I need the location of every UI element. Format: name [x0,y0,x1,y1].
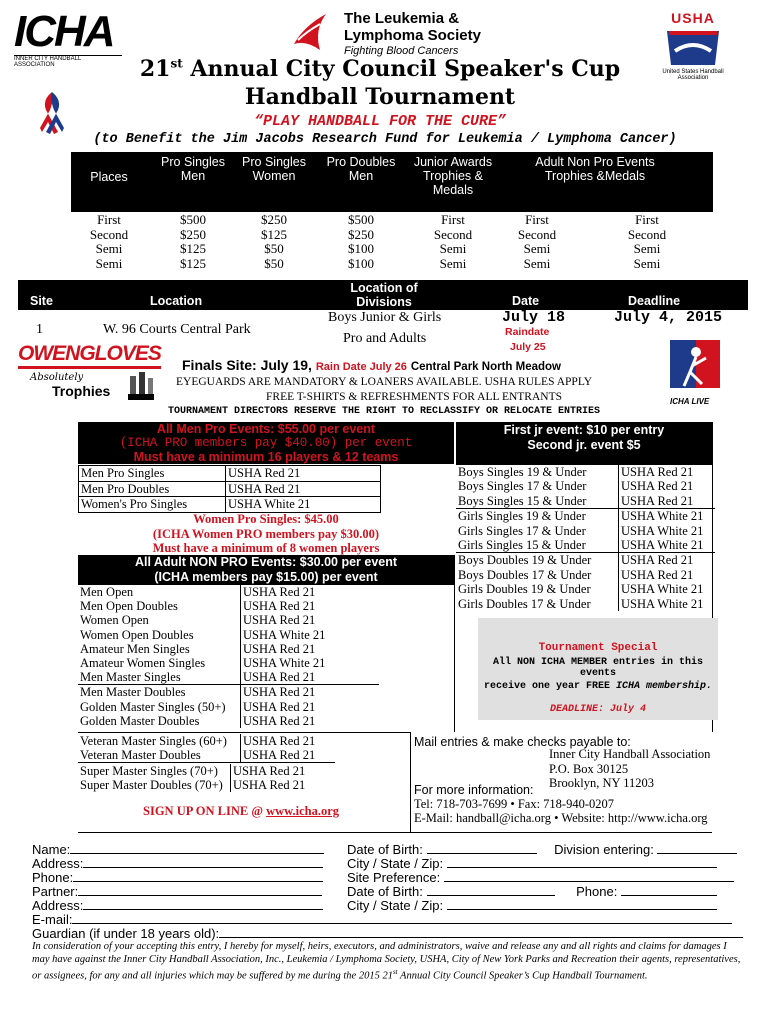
mail-addr-2: P.O. Box 30125 [549,761,629,776]
special-line3b: ICHA membership. [616,681,713,692]
ball-type: USHA White 21 [619,538,716,553]
finals-place: Central Park North Meadow [410,361,561,373]
usha-handshake-icon [663,27,723,69]
handball-player-icon [656,340,740,392]
ball-type: USHA Red 21 [243,641,316,656]
usha-logo-text: USHA [671,10,715,26]
table-row [78,714,379,728]
table-row [456,553,715,568]
partner-phone-field[interactable] [621,895,717,896]
prize-cell: $100 [348,255,374,271]
form-csz2-row [347,898,717,913]
table-row [78,734,335,748]
partner-city-state-zip-field[interactable] [447,909,717,910]
disclaimer-end: Annual City Council Speaker’s Cup Handball Tournament. [397,970,648,982]
event-name: Boys Singles 17 & Under [456,479,619,493]
bottom-rule [78,832,712,833]
ball-type: USHA Red 21 [233,778,306,793]
form-address-row [32,856,323,871]
adult-left-border [454,555,455,732]
ball-type: USHA Red 21 [621,479,694,494]
prize-cell: Semi [633,241,661,256]
adult-events-table [78,585,379,728]
title-rest: Annual City Council Speaker's Cup [182,56,621,82]
event-name: Women Open [78,613,241,627]
title-line2: Handball Tournament [244,84,516,110]
pro-header [78,422,454,464]
prize-col-junior [412,213,494,271]
prize-col-adult1 [500,213,574,271]
table-row [456,479,715,493]
prize-cell: $500 [348,212,374,227]
table-row [78,642,379,656]
left-col-vline [410,732,411,832]
form-csz-row [347,856,717,871]
table-row [456,465,715,479]
table-row [78,764,325,778]
prize-cell: First [525,212,549,227]
form-partner-row [32,884,322,899]
prize-col-pdm [316,213,406,271]
event-name: Golden Master Doubles [78,714,241,728]
site-division-2: Pro and Adults [343,331,427,346]
prize-cell: First [635,212,659,227]
super-master-table [78,764,325,792]
event-name: Men Pro Singles [79,466,226,482]
name-field[interactable] [70,853,324,854]
mail-addr-3: Brooklyn, NY 11203 [549,776,654,790]
form-address2-label: Address: [32,898,84,913]
finals-line [182,357,561,373]
prize-cell: $250 [348,226,374,242]
event-name: Golden Master Singles (50+) [78,700,241,714]
ball-type: USHA Red 21 [243,613,316,628]
form-email-label: E-mail: [32,912,73,927]
table-row [78,670,379,685]
benefit-line: (to Benefit the Jim Jacobs Research Fund for Leukemia / Lymphoma Cancer) [93,132,677,147]
junior-h1: First jr event: $10 per entry [503,423,665,437]
table-row [78,613,379,627]
phone-field[interactable] [73,881,323,882]
pro-h1: All Men Pro Events: $55.00 per event [156,422,376,436]
table-row [78,628,379,642]
lls-tagline: Fighting Blood Cancers [344,45,459,57]
women-pro-2: (ICHA Women PRO members pay $30.00) [152,526,380,541]
site-location: W. 96 Courts Central Park [103,322,251,337]
form-csz-label: City / State / Zip: [347,856,444,871]
adult-h2: (ICHA members pay $15.00) per event [154,569,378,584]
table-row [456,597,715,611]
usha-logo-sub: United States Handball Association [662,69,724,81]
contact-tel: Tel: 718-703-7699 • Fax: 718-940-0207 [414,797,615,811]
event-name: Super Master Doubles (70+) [78,778,231,792]
disclaimer-sup: st [392,968,398,976]
ball-type: USHA Red 21 [621,567,694,582]
address-field[interactable] [83,867,323,868]
form-phone-row [32,870,323,885]
prize-h-pro-singles-men: Pro Singles Men [161,155,225,183]
event-name: Boys Doubles 17 & Under [456,568,619,582]
table-row [79,481,381,497]
free-note: FREE T-SHIRTS & REFRESHMENTS FOR ALL ENTRANTS [266,391,563,403]
event-name: Men Pro Doubles [79,481,226,497]
contact-email: E-Mail: handball@icha.org • Website: http://www.icha.org [414,811,708,825]
icha-logo-sub: INNER CITY HANDBALL ASSOCIATION [14,55,122,68]
table-row [79,497,381,513]
signup-text: SIGN UP ON LINE @ [143,804,267,818]
ball-type: USHA Red 21 [243,713,316,728]
ball-type: USHA White 21 [243,627,326,642]
finals-rain: Rain Date July 26 [315,361,407,373]
prize-cell: Semi [633,255,661,271]
city-state-zip-field[interactable] [447,867,717,868]
adult-divider [78,732,410,733]
form-dob2-label: Date of Birth: [347,884,423,899]
prize-cell: $125 [261,226,287,242]
junior-h2: Second jr. event $5 [527,437,641,452]
event-name: Men Master Doubles [78,685,241,700]
site-preference-field[interactable] [444,881,734,882]
prize-cell: $125 [180,241,206,256]
table-row [456,494,715,509]
site-h-deadline: Deadline [628,294,681,308]
form-guardian-label: Guardian (if under 18 years old): [32,926,220,941]
ball-type: USHA Red 21 [243,585,316,599]
form-phone2-label: Phone: [576,884,618,899]
disclaimer-text: In consideration of your accepting this entry, I hereby for myself, heirs, executors, and administrators, waive and release any and all rights and claims for damages I may have against the Inner City Handball Association, Inc., Leukemia / Lymphoma Society, USHA, City of New York Parks and Recreation their agents, representatives, or assignees, for any and all injuries which may be suffered by me during the 2015 21 [32,941,741,982]
lls-logo [290,8,490,60]
event-name: Girls Doubles 17 & Under [456,597,619,611]
special-line2: All NON ICHA MEMBER entries in this events [492,657,704,679]
trophies-logo-line1: Absolutely [30,372,84,383]
prize-cell: Semi [95,241,123,256]
event-name: Veteran Master Doubles [78,748,241,763]
prize-cell: $50 [264,241,284,256]
special-line3a: receive one year FREE [483,681,616,692]
guardian-field[interactable] [219,937,743,938]
ball-type: USHA Red 21 [619,494,716,509]
table-row [456,538,715,553]
table-row [456,568,715,582]
event-name: Girls Singles 17 & Under [456,524,619,538]
prize-cell: Semi [439,255,467,271]
table-row [78,700,379,714]
prize-cell: Second [433,226,473,242]
disclaimer [32,941,742,983]
site-h-location: Location [150,294,203,308]
prize-cell: $100 [348,241,374,256]
usha-logo [648,10,738,80]
prize-h-pro-doubles-men: Pro Doubles Men [326,155,396,183]
lls-line2: Lymphoma Society [344,27,481,44]
directors-note: TOURNAMENT DIRECTORS RESERVE THE RIGHT TO RECLASSIFY OR RELOCATE ENTRIES [167,406,601,417]
junior-header [456,422,712,465]
adult-header [78,555,454,585]
form-dob-label: Date of Birth: [347,842,423,857]
lls-line1: The Leukemia & [344,10,460,27]
icha-logo-text: ICHA [14,7,114,56]
adult-h1: All Adult NON PRO Events: $30.00 per event [134,555,398,569]
title-sup: st [170,56,183,71]
table-row [78,599,379,613]
pro-h2: (ICHA PRO members pay $40.00) per event [119,436,413,450]
ball-type: USHA Red 21 [233,764,306,778]
prize-cell: $250 [261,212,287,227]
form-dob-row [347,842,737,857]
form-partner-label: Partner: [32,884,79,899]
division-field[interactable] [657,853,737,854]
more-info: For more information: [414,783,534,797]
junior-events-table [456,465,715,611]
ball-type: USHA Red 21 [241,748,336,763]
special-title: Tournament Special [538,642,658,654]
prize-cell: Second [627,226,667,242]
prize-cell: Second [517,226,557,242]
ball-type: USHA Red 21 [241,670,380,685]
site-date: July 18 [502,309,566,326]
prize-h-places: Places [90,170,128,184]
ball-type: USHA White 21 [226,497,381,513]
partner-field[interactable] [78,895,322,896]
table-row [78,585,379,599]
event-name: Girls Singles 15 & Under [456,538,619,553]
event-name: Amateur Men Singles [78,642,241,656]
mail-header: Mail entries & make checks payable to: [414,735,631,749]
ball-type: USHA Red 21 [621,553,694,568]
event-name: Super Master Singles (70+) [78,764,231,778]
prize-col-psw [240,213,308,271]
event-name: Amateur Women Singles [78,656,241,670]
lls-flame-icon [290,10,330,54]
trophies-logo [30,372,160,408]
ball-type: USHA Red 21 [621,465,694,479]
form-name-row [32,842,324,857]
tournament-special-box [478,618,718,720]
table-row [79,466,381,482]
form-division-label: Division entering: [554,842,654,857]
form-dob2-row [347,884,717,899]
prize-cell: $125 [180,255,206,271]
prize-cell: Semi [439,241,467,256]
ball-type: USHA White 21 [621,596,704,611]
owen-gloves-logo: OWENGLOVES [18,342,161,369]
slogan: “PLAY HANDBALL FOR THE CURE” [253,113,507,130]
pro-h3: Must have a minimum 16 players & 12 teams [133,450,399,464]
table-row [78,656,379,670]
signup-link[interactable]: www.icha.org [266,804,340,818]
trophies-logo-line2: Trophies [52,383,111,399]
prize-cell: $250 [180,226,206,242]
prize-cell: Semi [523,255,551,271]
form-site-row [347,870,734,885]
women-pro-3: Must have a minimum of 8 women players [152,541,380,555]
prize-h-junior: Junior Awards Trophies & Medals [413,155,493,197]
ball-type: USHA White 21 [621,523,704,538]
table-row [78,748,335,763]
event-name: Women Open Doubles [78,628,241,642]
women-pro-block [78,512,454,556]
form-address-label: Address: [32,856,84,871]
event-name: Veteran Master Singles (60+) [78,734,241,748]
partner-dob-field[interactable] [427,895,555,896]
site-h-date: Date [512,294,540,308]
ball-type: USHA Red 21 [243,599,316,614]
form-site-label: Site Preference: [347,870,441,885]
site-number: 1 [36,322,43,337]
prize-cell: $500 [180,212,206,227]
veteran-table [78,734,335,763]
trophy-icon [126,372,154,402]
prize-cell: $50 [264,255,284,271]
ball-type: USHA White 21 [243,656,326,671]
event-name: Men Open [78,585,241,599]
finals-label: Finals Site: July 19, [182,357,312,373]
site-h-site: Site [30,294,53,308]
prize-col-places [71,213,147,271]
event-name: Girls Singles 19 & Under [456,509,619,524]
ball-type: USHA Red 21 [243,734,316,748]
event-name: Men Master Singles [78,670,241,685]
icha-live-logo [656,340,740,406]
event-name: Boys Singles 19 & Under [456,465,619,479]
table-row [78,685,379,700]
ball-type: USHA Red 21 [226,466,381,482]
table-row [456,582,715,596]
icha-logo [14,7,122,68]
ribbon-icon [40,90,64,134]
prize-h-pro-singles-women: Pro Singles Women [242,155,306,183]
women-pro-1: Women Pro Singles: $45.00 [193,512,339,526]
site-deadline: July 4, 2015 [614,309,723,326]
event-name: Women's Pro Singles [79,497,226,513]
prize-cell: Second [89,226,129,242]
ball-type: USHA Red 21 [243,685,316,700]
mail-address [549,747,710,791]
form-phone-label: Phone: [32,870,74,885]
form-guardian-row [32,926,743,941]
partner-address-field[interactable] [83,909,323,910]
ball-type: USHA White 21 [621,582,704,597]
title-line1 [100,56,660,82]
prize-cell: First [97,212,121,227]
ball-type: USHA White 21 [621,509,704,524]
event-name: Boys Doubles 19 & Under [456,553,619,568]
ball-type: USHA Red 21 [243,699,316,714]
site-division-1: Boys Junior & Girls [328,310,442,325]
form-name-label: Name: [32,842,71,857]
event-name: Boys Singles 15 & Under [456,494,619,509]
table-row [456,509,715,524]
title-number: 21 [139,56,171,82]
event-name: Girls Doubles 19 & Under [456,582,619,596]
dob-field[interactable] [427,853,537,854]
special-deadline: DEADLINE: July 4 [549,704,646,715]
eyeguards-note: EYEGUARDS ARE MANDATORY & LOANERS AVAILABLE. USHA RULES APPLY [176,376,592,388]
mail-addr-1: Inner City Handball Association [549,747,711,761]
prize-h-adult: Adult Non Pro Events Trophies &Medals [535,155,655,183]
signup-line [143,804,339,819]
prize-cell: Semi [523,241,551,256]
prize-cell: Semi [95,255,123,271]
site-raindate-1: Raindate [505,326,550,338]
ball-type: USHA Red 21 [226,481,381,497]
prize-cell: First [441,212,465,227]
email-field[interactable] [72,923,732,924]
special-line3 [478,681,718,692]
site-raindate-2: July 25 [510,341,546,353]
form-email-row [32,912,732,927]
prize-col-adult2 [610,213,684,271]
form-address2-row [32,898,323,913]
form-csz2-label: City / State / Zip: [347,898,444,913]
table-row [78,778,325,792]
table-row [456,524,715,538]
prize-col-psm [160,213,226,271]
pro-events-table [78,465,381,513]
icha-live-text: ICHA LIVE [670,397,710,406]
site-h-divisions: Location of Divisions [350,281,418,309]
event-name: Men Open Doubles [78,599,241,613]
